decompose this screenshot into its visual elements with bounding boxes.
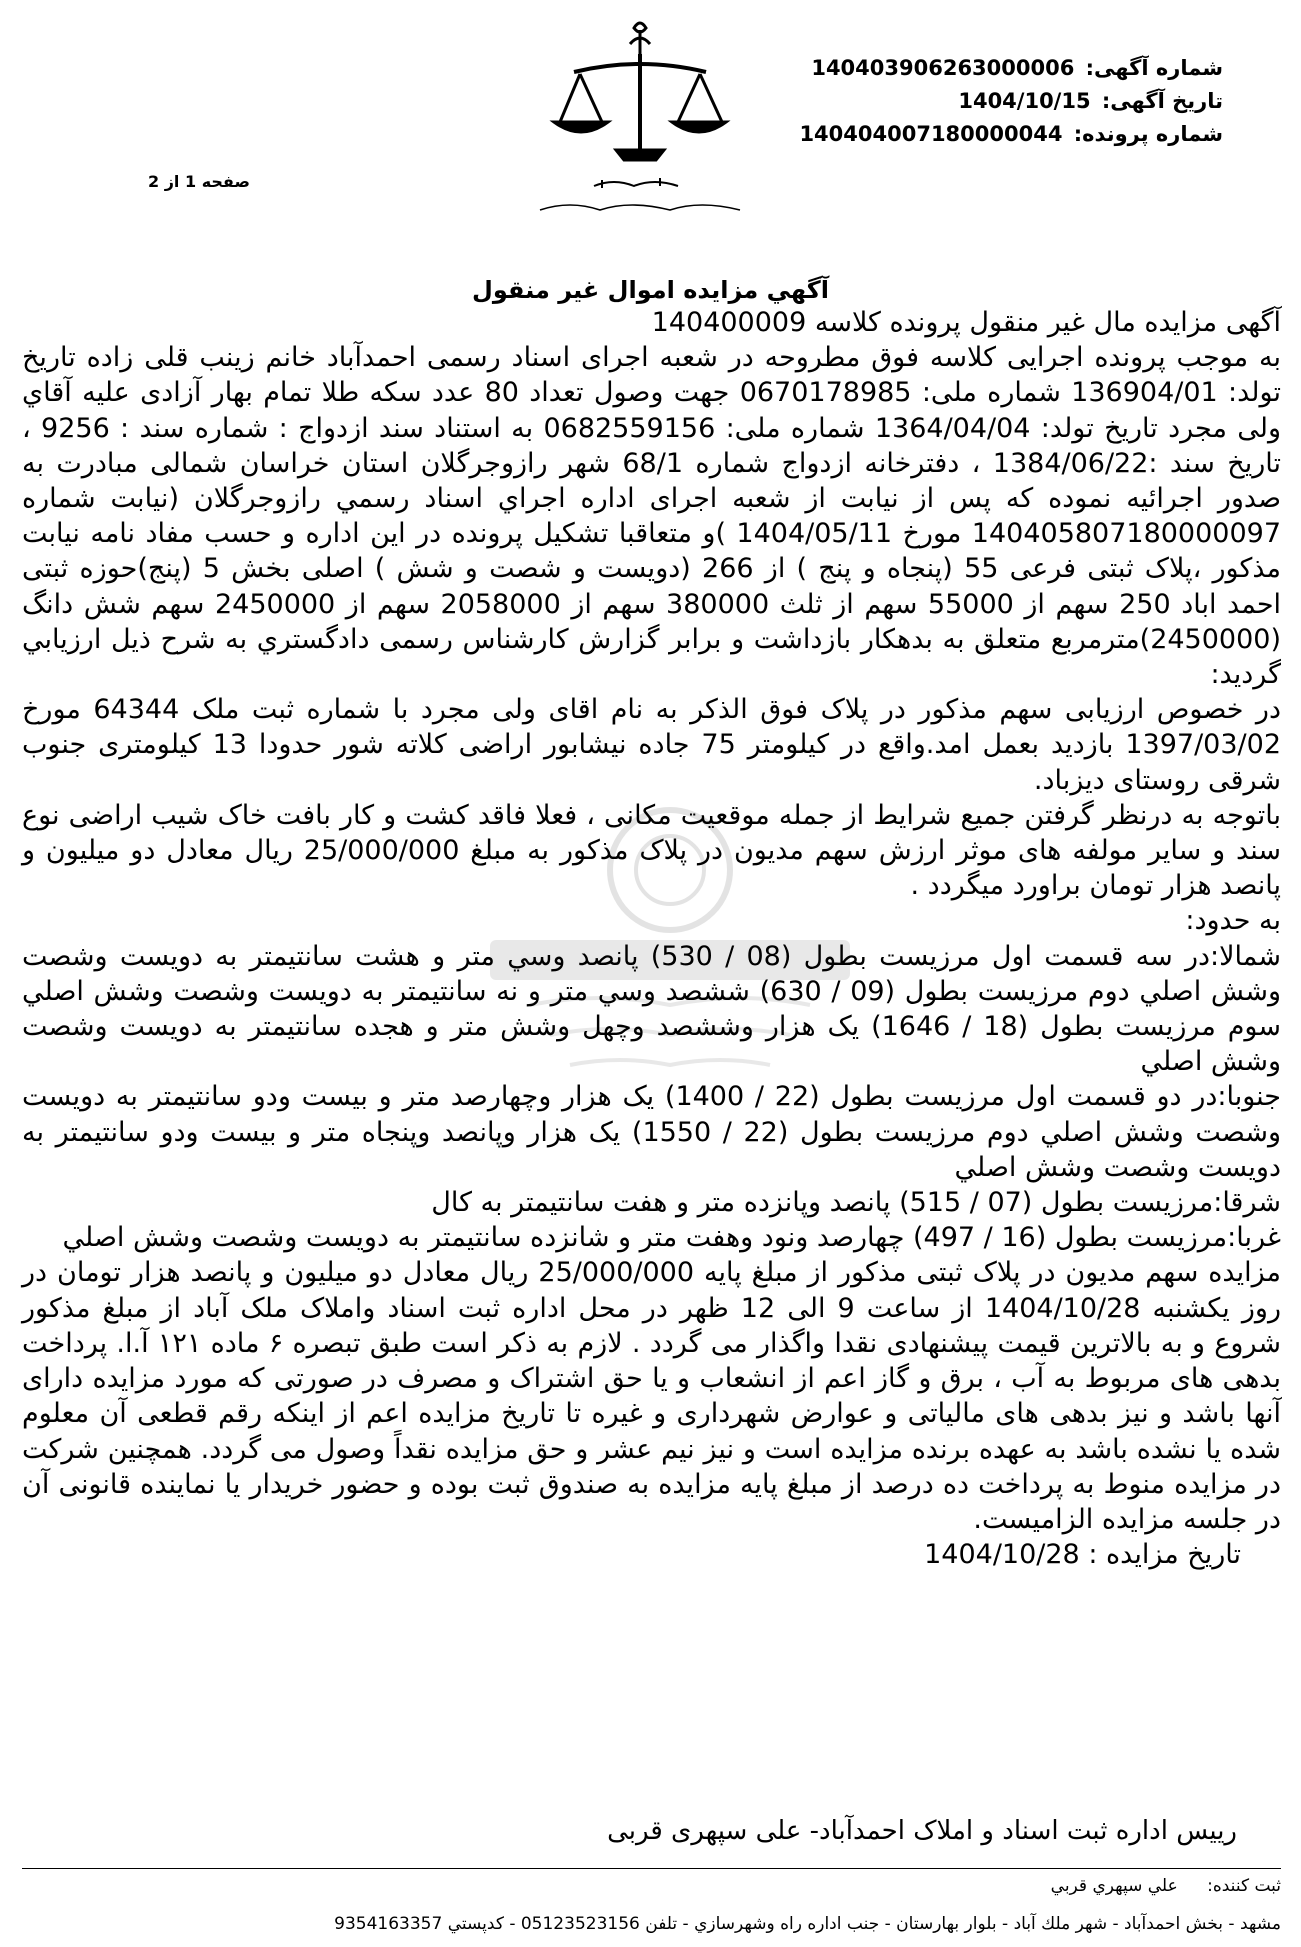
registrar-label: ثبت کننده: — [1207, 1876, 1281, 1896]
valuation-paragraph: در خصوص ارزیابی سهم مذکور در پلاک فوق الذکر به نام اقای ولی مجرد با شماره ثبت ملک 64344 مورخ 1397/03/02 بازدید بعمل امد.واقع در کیلومتر 75 جاده نیشابور اراضی کلاته شور حدودا 13 کیلومتری جنوب شرقی روستای دیزباد. — [22, 694, 1281, 796]
ad-metadata — [799, 52, 1223, 151]
execution-paragraph: به موجب پرونده اجرایی کلاسه فوق مطروحه در شعبه اجرای اسناد رسمی احمدآباد خانم زینب قلی زاده تاریخ تولد: 136904/01 شماره ملی: 0670178985 جهت وصول تعداد 80 عدد سکه طلا تمام بهار آزادی علیه آقاي ولی مجرد تاریخ تولد: 1364/04/04 شماره ملی: 0682559156 به استناد سند ازدواج : شماره سند : 9256 ، تاریخ سند :1384/06/22 ، دفترخانه ازدواج شماره 68/1 شهر رازوجرگلان استان خراسان شمالی مبادرت به صدور اجرائیه نموده که پس از نیابت از شعبه اجرای اداره اجراي اسناد رسمي رازوجرگلان (نیابت شماره 140405807180000097 مورخ 1404/05/11 )و متعاقبا تشکیل پرونده در این اداره و حسب مفاد نامه نیابت مذکور ،پلاک ثبتی فرعی 55 (پنجاه و پنج ) از 266 (دویست و شصت و شش ) اصلی بخش 5 (پنج)حوزه ثبتی احمد اباد 250 سهم از 55000 سهم از ثلث 380000 سهم از 2058000 سهم از 2450000 سهم شش دانگ (2450000)مترمربع متعلق به بدهکار بازداشت و برابر گزارش کارشناس رسمی دادگستري به شرح ذیل ارزيابي گرديد: — [22, 342, 1282, 691]
footer-address: مشهد - بخش احمدآباد - شهر ملك آباد - بلوار بهارستان - جنب اداره راه وشهرسازي - تلفن 05123523156 - كدپستي 9354163357 — [334, 1914, 1281, 1934]
ad-date-row — [803, 85, 1223, 118]
auction-terms-paragraph: مزایده سهم مدیون در پلاک ثبتی مذکور از مبلغ پایه 25/000/000 ریال معادل دو میلیون و پانصد هزار تومان در روز یکشنبه 1404/10/28 از ساعت 9 الی 12 ظهر در محل اداره ثبت اسناد واملاک ملک آباد از مبلغ مذکور شروع و به بالاترین قیمت پیشنهادی نقدا واگذار می گردد . لازم به ذکر است طبق تبصره ۶ ماده ۱۲۱ آ.ا. پرداخت بدهی های مربوط به آب ، برق و گاز اعم از انشعاب و یا حق اشتراک و مصرف در صورتی که مورد مزایده دارای آنها باشد و نیز بدهی های مالیاتی و عوارض شهرداری و غیره تا تاریخ مزایده اعم از اینکه رقم قطعی آن معلوم شده یا نشده باشد به عهده برنده مزایده است و نیز نیم عشر و حق مزایده نقداً وصول می گردد. همچنین شرکت در مزایده منوط به پرداخت ده درصد از مبلغ پایه مزایده به صندوق ثبت بوده و حضور خریدار یا نماینده قانونی آن در جلسه مزایده الزامیست. — [22, 1257, 1281, 1535]
file-number-label: شماره پرونده: — [1073, 122, 1223, 146]
judiciary-emblem-icon — [530, 10, 750, 220]
page-number: صفحه 1 از 2 — [148, 172, 250, 191]
case-heading: آگهی مزایده مال غیر منقول پرونده کلاسه 140400009 — [651, 307, 1281, 338]
ad-number: 140403906263000006 — [811, 56, 1075, 80]
north-boundary: شمالا:در سه قسمت اول مرزيست بطول (08 / 530) پانصد وسي متر و هشت سانتيمتر به دويست وشصت وشش اصلي دوم مرزيست بطول (09 / 630) ششصد وسي متر و نه سانتيمتر به دويست وشصت وشش اصلي سوم مرزيست بطول (18 / 1646) يک هزار وششصد وچهل وشش متر و هجده سانتيمتر به دويست وشصت وشش اصلي — [22, 940, 1282, 1078]
document-body — [22, 305, 1281, 1572]
east-boundary: شرقا:مرزيست بطول (07 / 515) پانصد وپانزده متر و هفت سانتيمتر به کال — [431, 1187, 1281, 1219]
ad-number-row — [803, 52, 1223, 85]
assessment-paragraph: باتوجه به درنظر گرفتن جمیع شرایط از جمله موقعیت مکانی ، فعلا فاقد کشت و کار بافت خاک شیب اراضی نوع سند و سایر مولفه های موثر ارزش سهم مدیون در پلاک مذکور به مبلغ 25/000/000 ریال معادل دو میلیون و پانصد هزار تومان براورد میگردد . — [22, 799, 1281, 902]
west-boundary: غربا:مرزيست بطول (16 / 497) چهارصد ونود وهفت متر و شانزده سانتيمتر به دويست وشصت وشش اصلي — [62, 1222, 1281, 1254]
file-number-row — [799, 118, 1223, 151]
boundaries-heading: به حدود: — [1185, 905, 1281, 937]
auction-date: تاریخ مزایده : 1404/10/28 — [924, 1539, 1241, 1571]
registrar-name: علي سپهري قربي — [1050, 1876, 1178, 1896]
ad-number-label: شماره آگهی: — [1085, 56, 1223, 80]
footer-registrar — [1051, 1876, 1281, 1896]
ad-date-label: تاریخ آگهی: — [1101, 89, 1223, 113]
south-boundary: جنوبا:در دو قسمت اول مرزيست بطول (22 / 1400) يک هزار وچهارصد متر و بيست ودو سانتيمتر به دويست وشصت وشش اصلي دوم مرزيست بطول (22 / 1550) يک هزار وپانصد وپنجاه متر و بيست ودو سانتيمتر به دويست وشصت وشش اصلي — [22, 1081, 1282, 1183]
footer-divider — [22, 1868, 1281, 1869]
file-number: 140404007180000044 — [799, 122, 1063, 146]
signature-line: رییس اداره ثبت اسناد و املاک احمدآباد- علی سپهری قربی — [607, 1816, 1237, 1846]
ad-date: 1404/10/15 — [958, 89, 1091, 113]
document-title: آگهي مزايده اموال غير منقول — [472, 276, 829, 304]
